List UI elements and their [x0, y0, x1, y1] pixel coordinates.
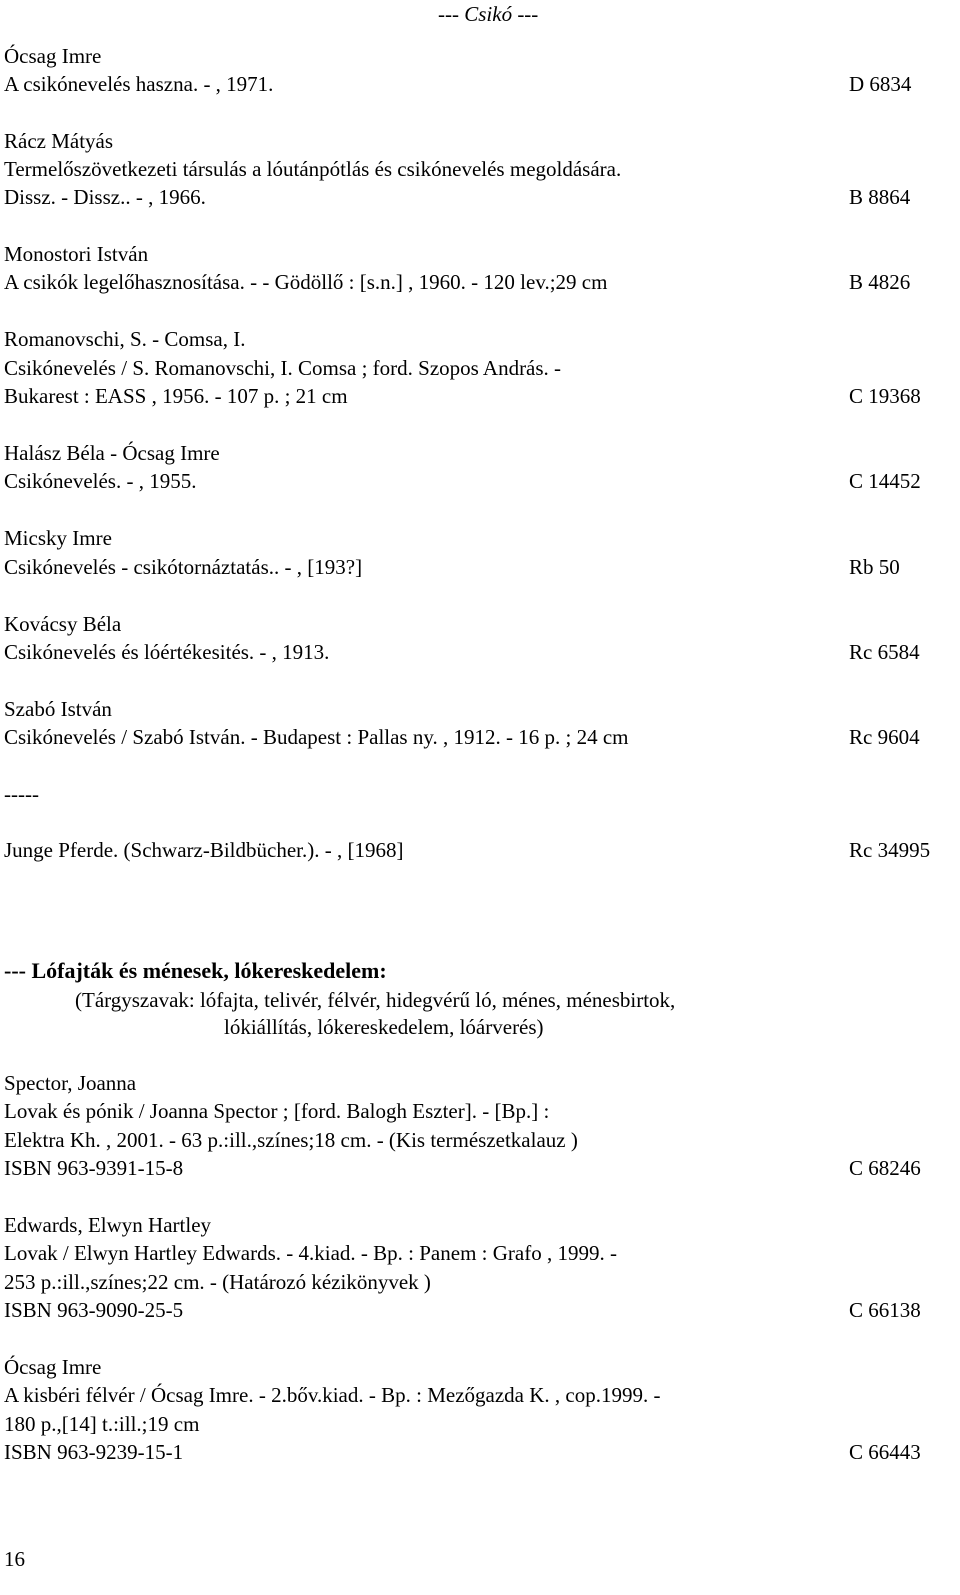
- entry-publication: Elektra Kh. , 2001. - 63 p.:ill.,színes;18 cm. - (Kis természetkalauz ): [4, 1128, 578, 1152]
- entry-shelf-code: C 68246: [849, 1156, 921, 1180]
- entry-title: Lovak és pónik / Joanna Spector ; [ford. Balogh Eszter]. - [Bp.] :: [4, 1099, 550, 1123]
- entry-publication: 180 p.,[14] t.:ill.;19 cm: [4, 1412, 200, 1436]
- entry-title: A kisbéri félvér / Ócsag Imre. - 2.bőv.kiad. - Bp. : Mezőgazda K. , cop.1999. -: [4, 1383, 661, 1407]
- entry-title: Csikónevelés. - , 1955.: [4, 469, 197, 493]
- entry-title: Csikónevelés és lóértékesités. - , 1913.: [4, 640, 330, 664]
- entry-shelf-code: Rb 50: [849, 555, 900, 579]
- entry-author: Szabó István: [4, 697, 112, 721]
- entry-shelf-code: Rc 34995: [849, 838, 931, 862]
- entry-author: Micsky Imre: [4, 526, 112, 550]
- entry-shelf-code: C 66443: [849, 1440, 921, 1464]
- entry-publication: Dissz. - Dissz.. - , 1966.: [4, 185, 206, 209]
- section-keywords-line-2: lókiállítás, lókereskedelem, lóárverés): [224, 1015, 544, 1039]
- entry-shelf-code: C 19368: [849, 384, 921, 408]
- entry-title: A csikónevelés haszna. - , 1971.: [4, 72, 274, 96]
- entry-title: Csikónevelés - csikótornáztatás.. - , [193?]: [4, 555, 363, 579]
- entry-author-separator: -----: [4, 782, 39, 806]
- entry-isbn: ISBN 963-9239-15-1: [4, 1440, 184, 1464]
- section-keywords-line-1: (Tárgyszavak: lófajta, telivér, félvér, hidegvérű ló, ménes, ménesbirtok,: [75, 988, 676, 1012]
- section-title-csiko: --- Csikó ---: [438, 2, 539, 26]
- entry-title: Lovak / Elwyn Hartley Edwards. - 4.kiad. - Bp. : Panem : Grafo , 1999. -: [4, 1241, 617, 1265]
- page-number: 16: [4, 1547, 25, 1571]
- entry-shelf-code: B 4826: [849, 270, 911, 294]
- entry-title: Csikónevelés / Szabó István. - Budapest : Pallas ny. , 1912. - 16 p. ; 24 cm: [4, 725, 629, 749]
- entry-author: Monostori István: [4, 242, 149, 266]
- section-heading-horse-breeds: --- Lófajták és ménesek, lókereskedelem:: [4, 958, 387, 983]
- entry-title: A csikók legelőhasznosítása. - - Gödöllő : [s.n.] , 1960. - 120 lev.;29 cm: [4, 270, 608, 294]
- entry-isbn: ISBN 963-9391-15-8: [4, 1156, 184, 1180]
- entry-author: Kovácsy Béla: [4, 612, 122, 636]
- entry-shelf-code: Rc 6584: [849, 640, 920, 664]
- entry-author: Ócsag Imre: [4, 1355, 102, 1379]
- entry-title: Termelőszövetkezeti társulás a lóutánpótlás és csikónevelés megoldására.: [4, 157, 622, 181]
- entry-publication: 253 p.:ill.,színes;22 cm. - (Határozó kézikönyvek ): [4, 1270, 431, 1294]
- entry-publication: Bukarest : EASS , 1956. - 107 p. ; 21 cm: [4, 384, 348, 408]
- entry-shelf-code: D 6834: [849, 72, 912, 96]
- entry-author: Ócsag Imre: [4, 44, 102, 68]
- entry-shelf-code: B 8864: [849, 185, 911, 209]
- entry-isbn: ISBN 963-9090-25-5: [4, 1298, 184, 1322]
- entry-shelf-code: C 66138: [849, 1298, 921, 1322]
- entry-author: Edwards, Elwyn Hartley: [4, 1213, 212, 1237]
- entry-author: Halász Béla - Ócsag Imre: [4, 441, 220, 465]
- entry-title: Junge Pferde. (Schwarz-Bildbücher.). - , [1968]: [4, 838, 404, 862]
- entry-author: Rácz Mátyás: [4, 129, 114, 153]
- entry-shelf-code: C 14452: [849, 469, 921, 493]
- entry-shelf-code: Rc 9604: [849, 725, 920, 749]
- entry-author: Spector, Joanna: [4, 1071, 137, 1095]
- entry-author: Romanovschi, S. - Comsa, I.: [4, 327, 246, 351]
- entry-title: Csikónevelés / S. Romanovschi, I. Comsa ; ford. Szopos András. -: [4, 356, 562, 380]
